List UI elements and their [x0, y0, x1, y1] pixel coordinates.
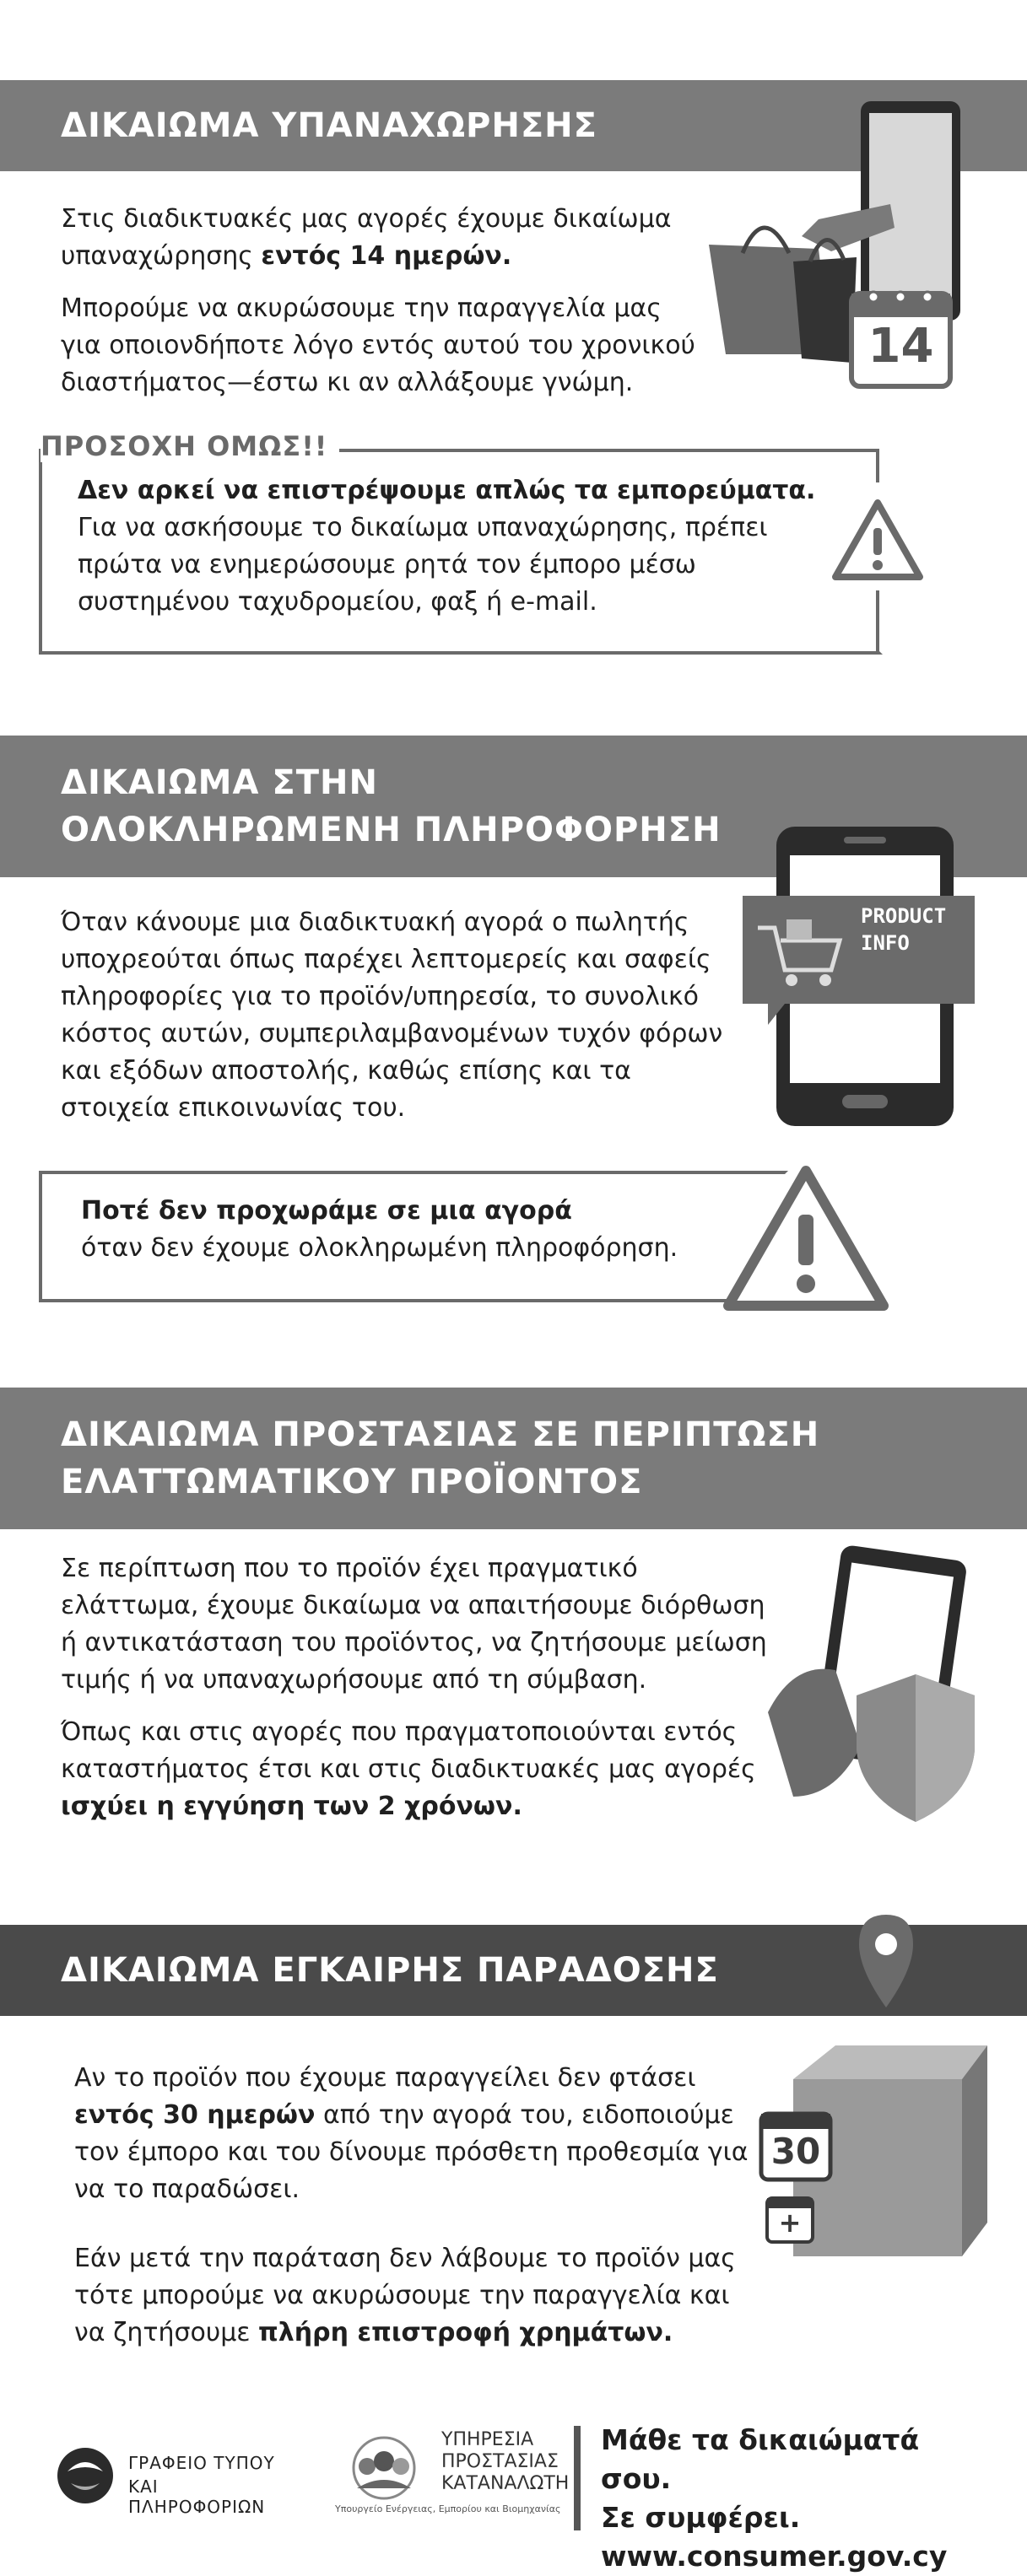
section2-body: Όταν κάνουμε μια διαδικτυακή αγορά ο πωλητής υποχρεούται όπως παρέχει λεπτομερείς και σαφείς πληροφορίες για το προϊόν/υπηρεσία, το συνολικό κόστος αυτών, συμπεριλαμβανομένων τυχόν φόρων και εξόδων αποστολής, καθώς επίσης και τα στοιχεία επικοινωνίας του.: [61, 908, 723, 1123]
section4-paragraph1: Αν το προϊόν που έχουμε παραγγείλει δεν φτάσει εντός 30 ημερών από την αγορά του, ειδοποιούμε τον έμπορο και του δίνουμε πρόσθετη προθεσμία για να το παραδώσει.: [74, 2063, 749, 2204]
consumer-protection-line1: ΥΠΗΡΕΣΙΑ: [441, 2429, 534, 2450]
section3-header-band: [0, 1388, 1027, 1529]
consumer-protection-line3: ΚΑΤΑΝΑΛΩΤΗ: [441, 2473, 570, 2494]
footer-slogan-block: [601, 2421, 997, 2576]
footer-divider: [574, 2426, 581, 2530]
calendar-plus-sign: +: [778, 2207, 802, 2239]
section1-title: ΔΙΚΑΙΩΜΑ ΥΠΑΝΑΧΩΡΗΣΗΣ: [61, 106, 597, 145]
section2-title-line2: ΟΛΟΚΛΗΡΩΜΕΝΗ ΠΛΗΡΟΦΟΡΗΣΗ: [61, 811, 722, 849]
product-info-line2: INFO: [861, 931, 910, 955]
info-warning-body: [81, 1193, 773, 1267]
consumer-protection-ministry: Υπουργείο Ενέργειας, Εμπορίου και Βιομηχανίας: [335, 2503, 561, 2514]
caution-bold-text: Δεν αρκεί να επιστρέψουμε απλώς τα εμπορεύματα.: [78, 476, 816, 505]
phone-shield-illustration: [759, 1544, 996, 1822]
section3-body: [61, 1550, 770, 1840]
section3-paragraph2: Όπως και στις αγορές που πραγματοποιούνται εντός καταστήματος έτσι και στις διαδικτυακές μας αγορές ισχύει η εγγύηση των 2 χρόνων.: [61, 1717, 756, 1821]
consumer-protection-logo-icon: [333, 2434, 435, 2502]
caution-label: ΠΡΟΣΟΧΗ ΟΜΩΣ!!: [41, 430, 339, 462]
section3-title-line1: ΔΙΚΑΙΩΜΑ ΠΡΟΣΤΑΣΙΑΣ ΣΕ ΠΕΡΙΠΤΩΣΗ: [61, 1415, 820, 1454]
section1-paragraph2: Μπορούμε να ακυρώσουμε την παραγγελία μας για οποιονδήποτε λόγο εντός αυτού του χρονικού διαστήματος—έστω κι αν αλλάξουμε γνώμη.: [61, 294, 695, 397]
section1-paragraph1: Στις διαδικτυακές μας αγορές έχουμε δικαίωμα υπαναχώρησης εντός 14 ημερών.: [61, 204, 672, 271]
press-office-logo-icon: [56, 2446, 115, 2505]
info-warning-bold: Ποτέ δεν προχωράμε σε μια αγορά: [81, 1196, 572, 1226]
section4-body: [74, 2060, 749, 2367]
section4-title: ΔΙΚΑΙΩΜΑ ΕΓΚΑΙΡΗΣ ΠΑΡΑΔΟΣΗΣ: [61, 1951, 719, 1990]
caution-box-right-line-lower: [876, 590, 879, 655]
info-warning-text: όταν δεν έχουμε ολοκληρωμένη πληροφόρηση.: [81, 1233, 678, 1263]
section3-title-line2: ΕΛΑΤΤΩΜΑΤΙΚΟΥ ΠΡΟΪΟΝΤΟΣ: [61, 1463, 643, 1501]
caution-body: [78, 472, 837, 621]
calendar-plus-icon: [764, 2193, 816, 2245]
consumer-protection-logo: [333, 2429, 570, 2522]
consumer-protection-line2: ΠΡΟΣΤΑΣΙΑΣ: [441, 2451, 559, 2472]
section2-title-line1: ΔΙΚΑΙΩΜΑ ΣΤΗΝ: [61, 763, 378, 802]
slogan-line1: Μάθε τα δικαιώματά σου.: [601, 2423, 920, 2495]
caution-text: Για να ασκήσουμε το δικαίωμα υπαναχώρησης, πρέπει πρώτα να ενημερώσουμε ρητά τον έμπορο μέσω συστημένου ταχυδρομείου, φαξ ή e-mail.: [78, 513, 768, 617]
calendar-30-number: 30: [770, 2131, 821, 2172]
product-info-line1: PRODUCT: [861, 904, 947, 928]
section1-body: [61, 201, 702, 417]
consumer-website-url: www.consumer.gov.cy: [601, 2540, 948, 2573]
warning-triangle-icon: [722, 1164, 890, 1312]
caution-box-right-line: [876, 449, 879, 482]
section4-paragraph2: Εάν μετά την παράταση δεν λάβουμε το προϊόν μας τότε μπορούμε να ακυρώσουμε την παραγγελία και να ζητήσουμε πλήρη επιστροφή χρημάτων.: [74, 2244, 736, 2347]
smartphone-product-info-illustration: [734, 827, 987, 1130]
slogan-line2: Σε συμφέρει.: [601, 2501, 801, 2534]
calendar-30-icon: [758, 2107, 834, 2183]
warning-triangle-icon: [831, 498, 924, 582]
press-office-line2: ΚΑΙ ΠΛΗΡΟΦΟΡΙΩΝ: [128, 2476, 266, 2517]
press-office-logo: [56, 2443, 300, 2517]
section3-paragraph1: Σε περίπτωση που το προϊόν έχει πραγματικό ελάττωμα, έχουμε δικαίωμα να απαιτήσουμε διόρθωση ή αντικατάσταση του προϊόντος, να ζητήσουμε μείωση τιμής ή να υπαναχωρήσουμε από τη σύμβαση.: [61, 1554, 767, 1695]
calendar-14-number: 14: [868, 319, 934, 374]
press-office-line1: ΓΡΑΦΕΙΟ ΤΥΠΟΥ: [128, 2453, 275, 2473]
calendar-14-icon: [848, 285, 954, 391]
